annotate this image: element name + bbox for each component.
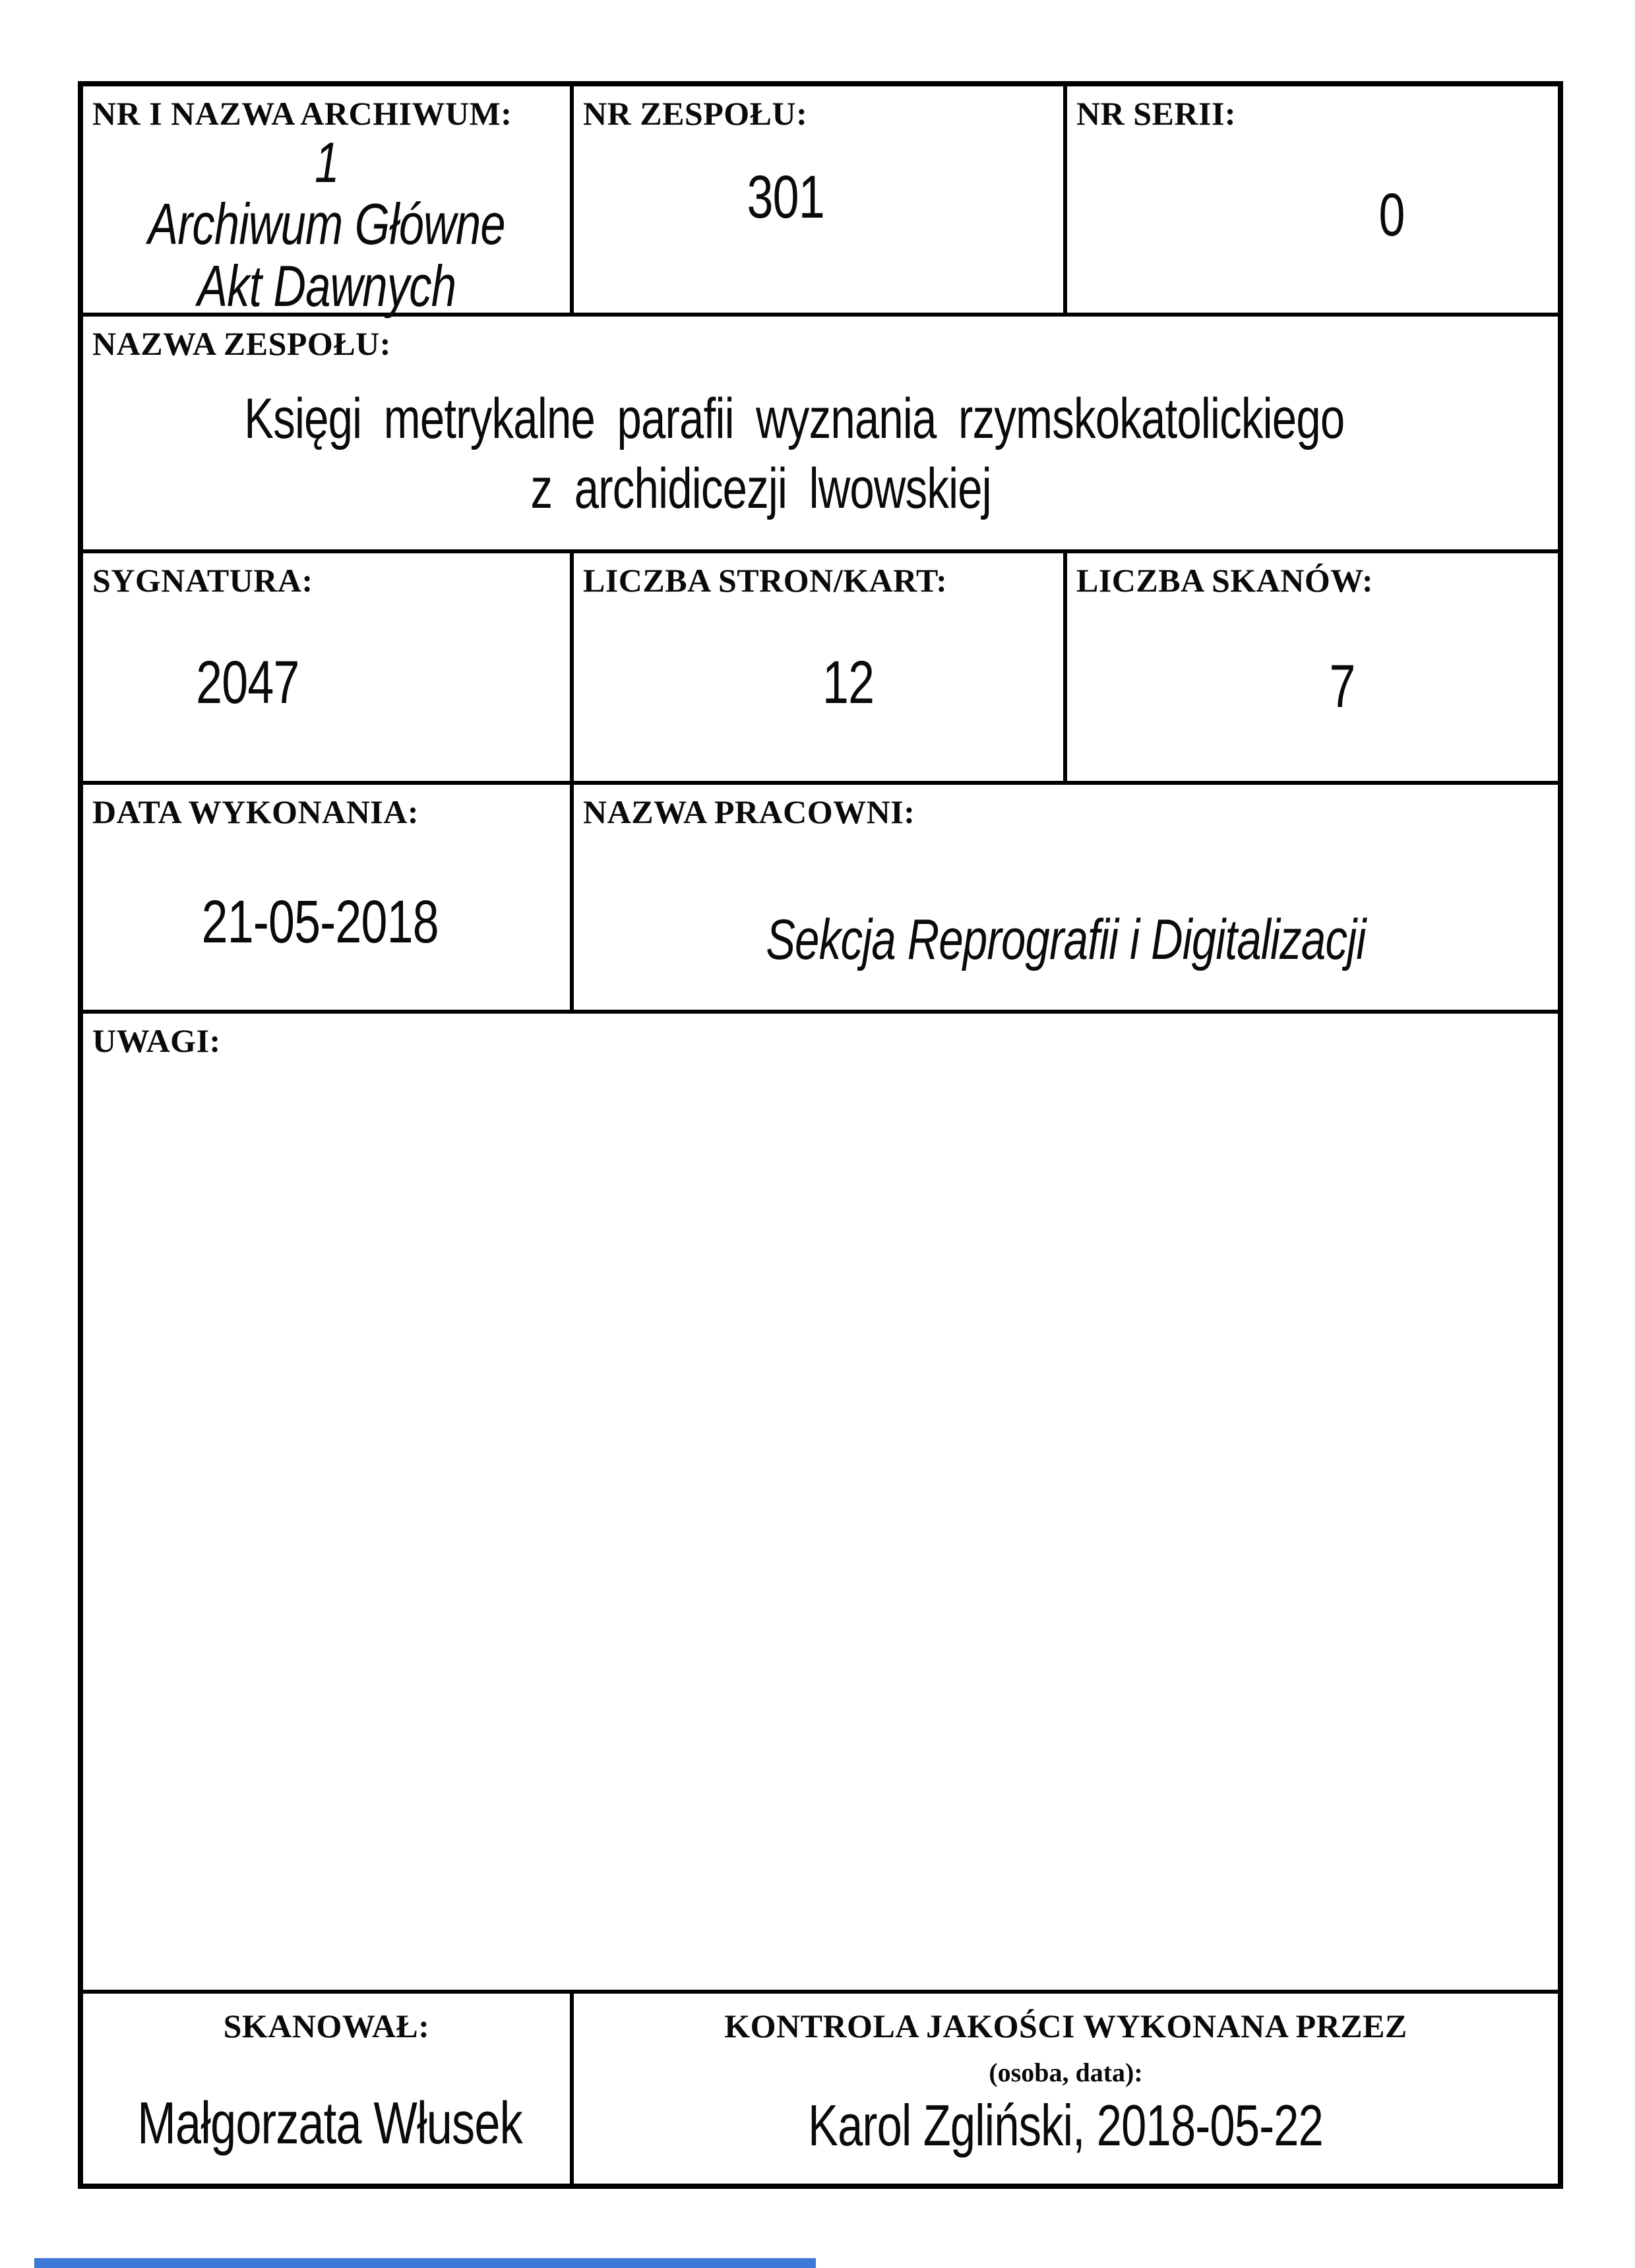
- field-remarks: [83, 1014, 1558, 1990]
- label-quality-control-line2: (osoba, data):: [989, 2058, 1143, 2087]
- label-remarks: UWAGI:: [92, 1022, 221, 1059]
- field-pages-count: [574, 553, 1067, 781]
- value-scan-date: 21-05-2018: [201, 888, 439, 956]
- value-remarks: [83, 1146, 1558, 1212]
- value-quality-control: Karol Zgliński, 2018-05-22: [808, 2093, 1324, 2158]
- value-workshop: Sekcja Reprografii i Digitalizacji: [766, 908, 1366, 971]
- label-fond-number: NR ZESPOŁU:: [583, 95, 808, 132]
- value-signature: 2047: [195, 649, 299, 716]
- field-series-number: [1067, 86, 1558, 313]
- value-series-number: 0: [1378, 181, 1405, 249]
- value-fond-name-line1: Księgi metrykalne parafii wyznania rzymskokatolickiego: [243, 387, 1345, 450]
- label-series-number: NR SERII:: [1076, 95, 1237, 132]
- row-fond-name: [83, 317, 1558, 553]
- value-scanned-by: Małgorzata Włusek: [137, 2091, 522, 2157]
- field-signature: [83, 553, 574, 781]
- row-date-workshop: [83, 785, 1558, 1014]
- value-pages-count: 12: [822, 649, 875, 716]
- label-workshop: NAZWA PRACOWNI:: [583, 793, 915, 830]
- label-pages-count: LICZBA STRON/KART:: [583, 562, 948, 599]
- row-remarks: [83, 1014, 1558, 1994]
- row-signature: [83, 553, 1558, 785]
- field-quality-control: [574, 1994, 1558, 2186]
- value-archive-name-line1: Archiwum Główne: [148, 191, 505, 257]
- field-fond-name: [83, 317, 1558, 549]
- label-signature: SYGNATURA:: [92, 562, 313, 599]
- value-fond-number: 301: [747, 164, 824, 231]
- label-scan-date: DATA WYKONANIA:: [92, 793, 419, 830]
- value-archive-name-line2: Akt Dawnych: [197, 253, 456, 319]
- label-fond-name: NAZWA ZESPOŁU:: [92, 325, 391, 362]
- value-archive: [83, 133, 570, 317]
- field-workshop: [574, 785, 1558, 1010]
- field-scan-date: [83, 785, 574, 1010]
- field-archive: [83, 86, 574, 319]
- value-scans-count: 7: [1329, 653, 1355, 720]
- label-scanned-by: SKANOWAŁ:: [223, 2007, 430, 2044]
- value-archive-number: 1: [314, 131, 339, 195]
- label-quality-control-line1: KONTROLA JAKOŚCI WYKONANA PRZEZ: [724, 2007, 1407, 2044]
- field-fond-number: [574, 86, 1067, 313]
- metadata-table: [78, 81, 1563, 2189]
- label-archive: NR I NAZWA ARCHIWUM:: [92, 95, 512, 132]
- row-signoff: [83, 1994, 1558, 2186]
- field-scanned-by: [83, 1994, 574, 2186]
- value-fond-name-line2: z archidicezji lwowskiej: [530, 457, 992, 520]
- row-archive: [83, 86, 1558, 317]
- label-scans-count: LICZBA SKANÓW:: [1076, 562, 1374, 599]
- field-scans-count: [1067, 553, 1558, 781]
- footer-scan-bar: [34, 2258, 816, 2268]
